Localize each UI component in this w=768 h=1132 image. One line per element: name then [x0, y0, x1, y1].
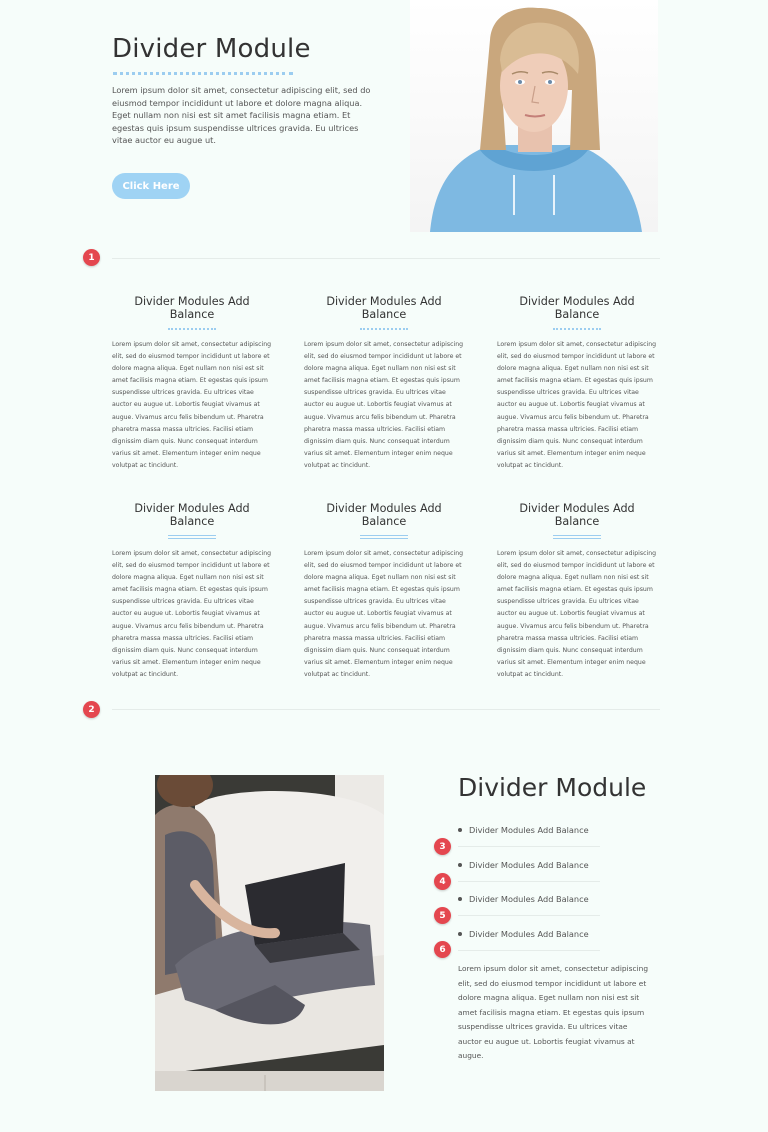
bullet-icon	[458, 932, 462, 936]
feature-card	[304, 503, 464, 681]
annotation-badge-5: 5	[434, 907, 451, 924]
annotation-badge-2: 2	[83, 701, 100, 718]
dotted-divider	[168, 328, 216, 330]
woman-laptop-photo	[155, 775, 384, 1091]
feature-card	[497, 296, 657, 472]
section-divider	[112, 709, 660, 710]
hero-portrait-image	[410, 0, 658, 232]
bullet-icon	[458, 897, 462, 901]
list-item-label: Divider Modules Add Balance	[469, 859, 589, 870]
annotation-badge-1: 1	[83, 249, 100, 266]
double-line-divider	[168, 535, 216, 539]
card-title: Divider Modules Add Balance	[519, 295, 635, 321]
annotation-badge-4: 4	[434, 873, 451, 890]
card-title: Divider Modules Add Balance	[134, 502, 250, 528]
card-title: Divider Modules Add Balance	[326, 295, 442, 321]
dotted-divider	[113, 72, 293, 75]
list-item	[458, 917, 600, 951]
card-title: Divider Modules Add Balance	[519, 502, 635, 528]
card-title: Divider Modules Add Balance	[326, 502, 442, 528]
bottom-body-text: Lorem ipsum dolor sit amet, consectetur adipiscing elit, sed do eiusmod tempor incididunt ut labore et dolore magna aliqua. Eget nullam non nisi est sit amet facilisis magna etiam. Et egestas quis ipsum suspendisse ultrices gravida. Eu ultrices vitae auctor eu augue ut. Lobortis feugiat vivamus at augue.	[458, 964, 649, 1060]
hero-body-text: Lorem ipsum dolor sit amet, consectetur adipiscing elit, sed do eiusmod tempor incididunt ut labore et dolore magna aliqua. Eget nullam non nisi est sit amet facilisis magna etiam. Et egestas quis ipsum suspendisse ultrices gravida. Eu ultrices vitae auctor eu augue ut.	[112, 85, 371, 146]
woman-portrait-illustration	[410, 0, 658, 232]
card-text: Lorem ipsum dolor sit amet, consectetur adipiscing elit, sed do eiusmod tempor incididunt ut labore et dolore magna aliqua. Eget nullam non nisi est sit amet facilisis magna etiam. Et egestas quis ipsum suspendisse ultrices gravida. Eu ultrices vitae auctor eu augue ut. Lobortis feugiat vivamus at augue. Vivamus arcu felis bibendum ut. Pharetra pharetra massa massa ultricies. Facilisi etiam dignissim diam quis. Nunc consequat interdum varius sit amet. Elementum integer enim neque volutpat ac tincidunt.	[497, 341, 657, 469]
list-item-label: Divider Modules Add Balance	[469, 928, 589, 939]
woman-on-sofa-illustration	[155, 775, 384, 1091]
annotation-badge-3: 3	[434, 838, 451, 855]
double-line-divider	[553, 535, 601, 539]
card-text: Lorem ipsum dolor sit amet, consectetur adipiscing elit, sed do eiusmod tempor incididunt ut labore et dolore magna aliqua. Eget nullam non nisi est sit amet facilisis magna etiam. Et egestas quis ipsum suspendisse ultrices gravida. Eu ultrices vitae auctor eu augue ut. Lobortis feugiat vivamus at augue. Vivamus arcu felis bibendum ut. Pharetra pharetra massa massa ultricies. Facilisi etiam dignissim diam quis. Nunc consequat interdum varius sit amet. Elementum integer enim neque volutpat ac tincidunt.	[497, 550, 657, 678]
feature-card	[304, 296, 464, 472]
dotted-divider	[360, 328, 408, 330]
card-title: Divider Modules Add Balance	[134, 295, 250, 321]
list-item-label: Divider Modules Add Balance	[469, 893, 589, 904]
bullet-icon	[458, 828, 462, 832]
hero-title: Divider Module	[112, 34, 311, 64]
list-item	[458, 848, 600, 882]
list-item	[458, 813, 600, 847]
list-item-label: Divider Modules Add Balance	[469, 824, 589, 835]
double-line-divider	[360, 535, 408, 539]
annotation-badge-6: 6	[434, 941, 451, 958]
feature-card	[112, 296, 272, 472]
feature-card	[497, 503, 657, 681]
card-text: Lorem ipsum dolor sit amet, consectetur adipiscing elit, sed do eiusmod tempor incididunt ut labore et dolore magna aliqua. Eget nullam non nisi est sit amet facilisis magna etiam. Et egestas quis ipsum suspendisse ultrices gravida. Eu ultrices vitae auctor eu augue ut. Lobortis feugiat vivamus at augue. Vivamus arcu felis bibendum ut. Pharetra pharetra massa massa ultricies. Facilisi etiam dignissim diam quis. Nunc consequat interdum varius sit amet. Elementum integer enim neque volutpat ac tincidunt.	[112, 550, 272, 678]
dotted-divider	[553, 328, 601, 330]
section-divider	[112, 258, 660, 259]
feature-card	[112, 503, 272, 681]
bottom-section-title: Divider Module	[458, 773, 647, 802]
card-text: Lorem ipsum dolor sit amet, consectetur adipiscing elit, sed do eiusmod tempor incididunt ut labore et dolore magna aliqua. Eget nullam non nisi est sit amet facilisis magna etiam. Et egestas quis ipsum suspendisse ultrices gravida. Eu ultrices vitae auctor eu augue ut. Lobortis feugiat vivamus at augue. Vivamus arcu felis bibendum ut. Pharetra pharetra massa massa ultricies. Facilisi etiam dignissim diam quis. Nunc consequat interdum varius sit amet. Elementum integer enim neque volutpat ac tincidunt.	[304, 341, 464, 469]
card-text: Lorem ipsum dolor sit amet, consectetur adipiscing elit, sed do eiusmod tempor incididunt ut labore et dolore magna aliqua. Eget nullam non nisi est sit amet facilisis magna etiam. Et egestas quis ipsum suspendisse ultrices gravida. Eu ultrices vitae auctor eu augue ut. Lobortis feugiat vivamus at augue. Vivamus arcu felis bibendum ut. Pharetra pharetra massa massa ultricies. Facilisi etiam dignissim diam quis. Nunc consequat interdum varius sit amet. Elementum integer enim neque volutpat ac tincidunt.	[112, 341, 272, 469]
list-item	[458, 882, 600, 916]
card-text: Lorem ipsum dolor sit amet, consectetur adipiscing elit, sed do eiusmod tempor incididunt ut labore et dolore magna aliqua. Eget nullam non nisi est sit amet facilisis magna etiam. Et egestas quis ipsum suspendisse ultrices gravida. Eu ultrices vitae auctor eu augue ut. Lobortis feugiat vivamus at augue. Vivamus arcu felis bibendum ut. Pharetra pharetra massa massa ultricies. Facilisi etiam dignissim diam quis. Nunc consequat interdum varius sit amet. Elementum integer enim neque volutpat ac tincidunt.	[304, 550, 464, 678]
bullet-icon	[458, 863, 462, 867]
click-here-button[interactable]: Click Here	[112, 173, 190, 199]
